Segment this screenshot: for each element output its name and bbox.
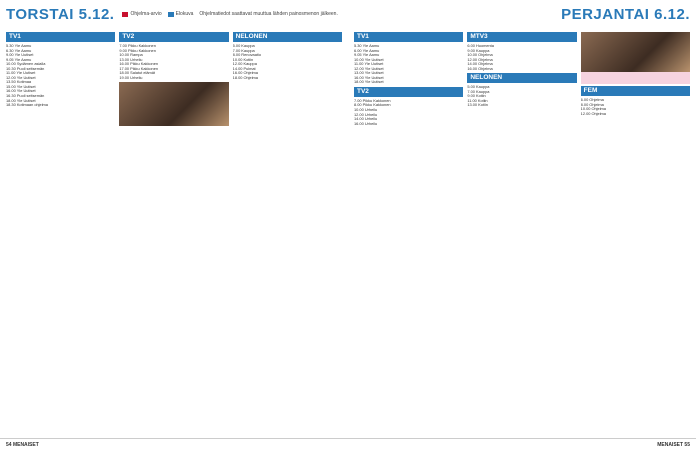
rating-icon <box>122 12 128 17</box>
channel-header: TV1 <box>6 32 115 42</box>
program-line: 10.00 Sydämen asialla <box>6 62 46 67</box>
right-footer: MENAISET 55 <box>348 438 696 450</box>
program-line: 16.00 Yle Uutiset <box>6 89 36 94</box>
program-line: 12.00 Yle Uutiset <box>6 75 36 80</box>
left-header <box>0 0 348 28</box>
program-line: 16.00 Ohjelma <box>232 71 258 76</box>
program-line: 10.00 Ohjelma <box>467 53 493 58</box>
listing <box>6 44 115 108</box>
program-line: 9.00 Kotiin <box>467 94 486 99</box>
program-line: 11.00 Kotiin <box>467 98 488 103</box>
program-line: 7.00 Pikku Kakkonen <box>354 98 391 103</box>
channel-header: FEM <box>581 86 690 96</box>
program-line: 19.00 Urheilu <box>119 75 143 80</box>
program-line: 8.00 Pikku Kakkonen <box>354 103 391 108</box>
program-line: 8.00 Renovaatio <box>232 53 261 58</box>
program-line: 10.00 Yle Uutiset <box>354 57 384 62</box>
left-day-title: TORSTAI 5.12. <box>6 5 115 23</box>
program-line: 16.30 Puoli seitsemän <box>6 94 45 99</box>
program-line: 10.00 Ohjelma <box>580 107 606 112</box>
program-line: 13.00 Kotiin <box>467 103 488 108</box>
program-line: 10.00 Rampa <box>119 53 143 58</box>
program-line: 11.00 Yle Uutiset <box>6 71 36 76</box>
program-line: 10.00 Urheilu <box>354 108 378 113</box>
column <box>6 30 115 436</box>
listing <box>581 98 690 116</box>
program-line: 12.00 Ohjelma <box>580 111 606 116</box>
program-line: 10.00 Kotiin <box>232 57 254 62</box>
program-line: 18.00 Yle Uutiset <box>6 98 36 103</box>
program-line: 9.05 Yle Aamu <box>6 57 32 62</box>
column <box>233 30 342 436</box>
program-line: 17.00 Pikku Kakkonen <box>119 66 159 71</box>
listing <box>233 44 342 80</box>
program-line: 16.00 Urheilu <box>354 121 378 126</box>
program-line: 14.00 Ohjelma <box>467 62 493 67</box>
column <box>119 30 228 436</box>
program-line: 5.00 Kauppa <box>232 44 255 48</box>
featured-photo <box>581 32 690 72</box>
program-line: 13.50 Kotimaa <box>6 80 32 85</box>
listing <box>467 44 576 71</box>
program-line: 14.00 Pulmat <box>232 66 256 71</box>
program-line: 10.30 Puoli seitsemän <box>6 66 45 71</box>
channel-header: MTV3 <box>467 32 576 42</box>
column <box>467 30 576 436</box>
program-line: 9.00 Pikku Kakkonen <box>119 48 156 53</box>
program-line: 9.05 Yle Aamu <box>354 53 380 58</box>
program-line: 18.00 Ohjelma <box>232 75 258 80</box>
program-line: 11.00 Yle Uutiset <box>354 62 384 67</box>
program-line: 7.00 Pikku Kakkonen <box>119 44 156 48</box>
listing <box>354 44 463 85</box>
program-line: 12.00 Kauppa <box>232 62 257 67</box>
program-line: 5.30 Yle Aamu <box>354 44 380 48</box>
program-line: 8.00 Ohjelma <box>580 102 604 107</box>
left-columns <box>6 30 342 436</box>
featured-photo <box>119 82 228 126</box>
program-line: 9.00 Kauppa <box>467 48 490 53</box>
program-line: 16.00 Ohjelma <box>467 66 493 71</box>
channel-header: TV2 <box>119 32 228 42</box>
program-line: 13.00 Yle Uutiset <box>354 71 384 76</box>
program-line: 6.30 Yle Aamu <box>6 48 32 53</box>
legend-note: Ohjelmatiedot saattavat muuttua lähden painosmenon jälkeen. <box>199 11 338 17</box>
program-line: 16.00 Yle Uutiset <box>354 75 384 80</box>
program-line: 18.00 Yle Uutiset <box>354 80 384 85</box>
channel-header: NELONEN <box>233 32 342 42</box>
right-page <box>348 0 696 450</box>
program-line: 6.00 Huomenta <box>467 44 494 48</box>
program-line: 15.00 Yle Uutiset <box>6 84 36 89</box>
program-line: 12.00 Ohjelma <box>467 57 493 62</box>
program-line: 6.00 Yle Aamu <box>354 48 380 53</box>
program-line: 7.00 Kauppa <box>232 48 255 53</box>
column <box>354 30 463 436</box>
right-header <box>348 0 696 28</box>
right-day-title: PERJANTAI 6.12. <box>561 5 690 23</box>
program-line: 7.00 Kauppa <box>467 89 490 94</box>
program-line: 9.00 Yle Uutiset <box>6 53 34 58</box>
channel-header: NELONEN <box>467 73 576 83</box>
right-columns <box>354 30 690 436</box>
channel-header: TV1 <box>354 32 463 42</box>
featured-box <box>581 32 690 84</box>
program-line: 18.00 Salatut elämät <box>119 71 156 76</box>
listing <box>119 44 228 80</box>
program-line: 18.30 Kotimaan ohjelma <box>6 103 48 108</box>
legend: Ohjelma-arvio Elokuva Ohjelmatiedot saattavat muuttua lähden painosmenon jälkeen. <box>122 11 337 17</box>
column <box>581 30 690 436</box>
program-line: 6.00 Ohjelma <box>580 98 604 102</box>
program-line: 13.00 Urheilu <box>119 57 143 62</box>
film-icon <box>168 12 174 17</box>
left-footer: 54 MENAISET <box>0 438 348 450</box>
program-line: 12.00 Yle Uutiset <box>354 66 384 71</box>
program-line: 5.30 Yle Aamu <box>6 44 32 48</box>
program-line: 16.00 Pikku Kakkonen <box>119 62 159 67</box>
program-line: 12.00 Urheilu <box>354 112 378 117</box>
program-line: 14.00 Urheilu <box>354 117 378 122</box>
listing <box>467 85 576 108</box>
channel-header: TV2 <box>354 87 463 97</box>
listing <box>354 99 463 126</box>
program-line: 5.00 Kauppa <box>467 85 490 90</box>
